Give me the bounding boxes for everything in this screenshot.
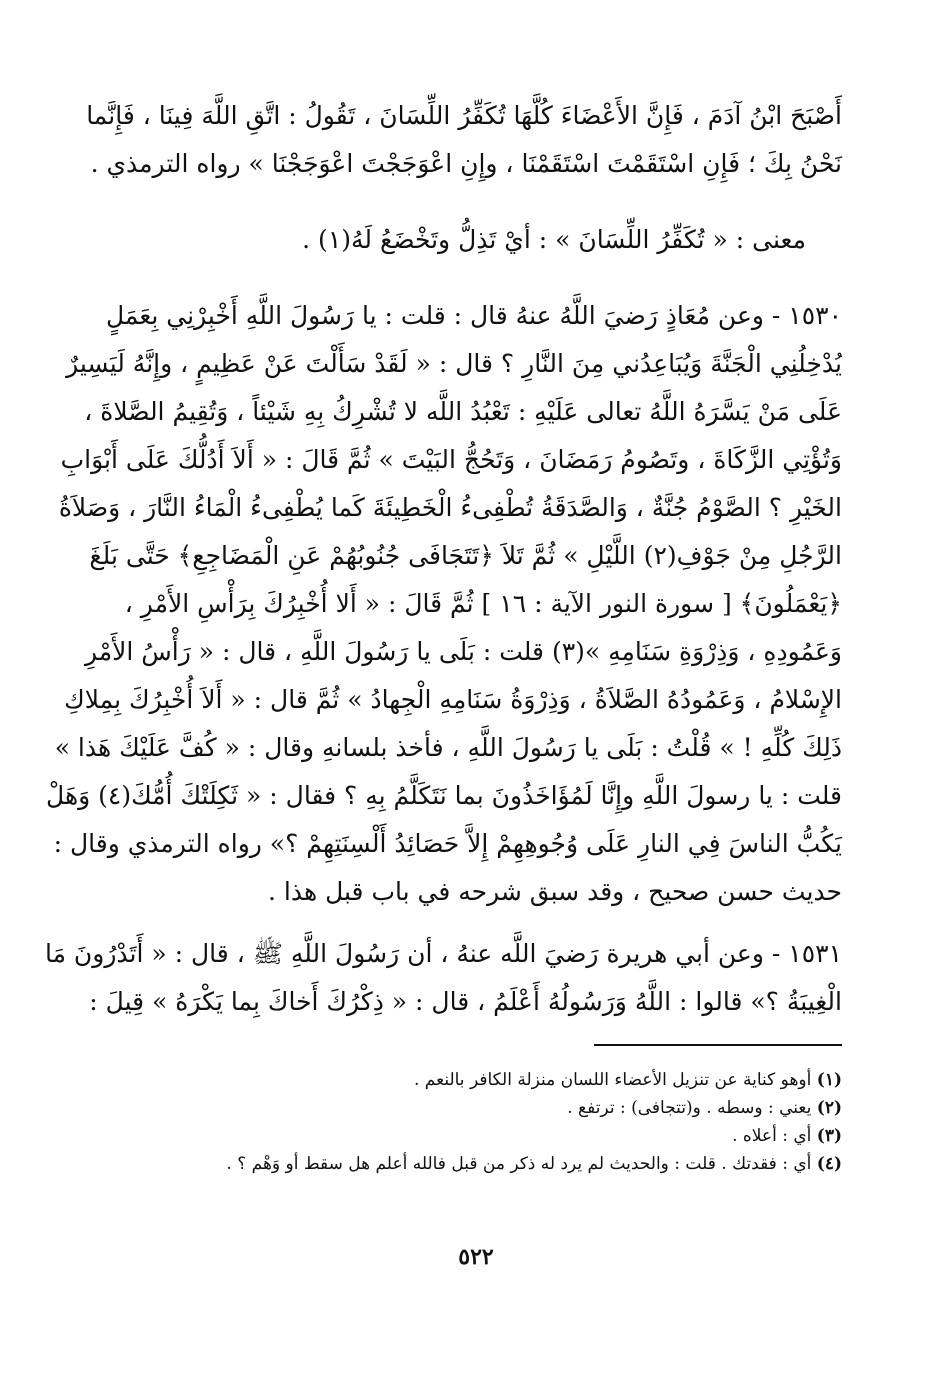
text-line: الخَيْرِ ؟ الصَّوْمُ جُنَّةٌ ، وَالصَّدَقَةُ تُطْفِىءُ الْخَطِيئَةَ كَما يُطْفِىءُ الْمَاءُ النَّارَ ، وَصَلاَةُ — [58, 493, 842, 522]
footnote-text: يعني : وسطه . و(تتجافى) : ترتفع . — [567, 1098, 812, 1118]
footnote-number: (٢) — [816, 1098, 842, 1118]
text-line: وَتُؤْتِي الزَّكَاةَ ، وتَصُومُ رَمَضَانَ ، وَتَحُجُّ البَيْتَ » ثُمَّ قَالَ : « أَلاَ أَدُلُّكَ عَلَى أَبْوَابِ — [60, 445, 842, 474]
text-line: ﴿يَعْمَلُونَ﴾ [ سورة النور الآية : ١٦ ] ثُمَّ قَالَ : « أَلا أُخْبِرُكَ بِرَأْسِ الأَمْرِ ، — [124, 589, 842, 618]
text-line: الرَّجُلِ مِنْ جَوْفِ(٢) اللَّيْلِ » ثُمَّ تَلاَ ﴿تَتَجَافَى جُنُوبُهُمْ عَنِ الْمَضَاجِعِ﴾ حَتَّى بَلَغَ — [89, 541, 842, 570]
footnote-item — [110, 1122, 842, 1150]
text-line: يُدْخِلُنِي الْجَنَّةَ وَيُبَاعِدُني مِنَ النَّارِ ؟ قال : « لَقَدْ سَأَلْتَ عَنْ عَظِيمٍ ، وإِنَّهُ لَيَسِيرٌ — [66, 349, 842, 378]
text-line: قلت : يا رسولَ اللَّهِ وإِنَّا لَمُؤَاخَذُونَ بما نَتَكَلَّمُ بِهِ ؟ فقال : « ثَكِلَتْكَ أُمُّكَ(٤) وَهَلْ — [46, 781, 842, 810]
footnote-number: (٣) — [816, 1126, 842, 1146]
text-line: الْغِيبَةُ ؟» قالوا : اللَّهُ وَرَسُولُهُ أَعْلَمُ ، قال : « ذِكْرُكَ أَخاكَ بِما يَكْرَهُ » قِيلَ : — [89, 987, 842, 1016]
text-line: ١٥٣٠ - وعن مُعَاذٍ رَضيَ اللَّهُ عنهُ قال : قلت : يا رَسُولَ اللَّهِ أَخْبِرْنِي بِعَمَلٍ — [105, 301, 842, 330]
footnote-item — [110, 1066, 842, 1094]
footnote-item — [110, 1094, 842, 1122]
text-line: نَحْنُ بِكَ ؛ فَإِنِ اسْتَقَمْتَ اسْتَقَمْنَا ، وإِنِ اعْوَجَجْتَ اعْوَجَجْنَا » رواه الترمذي . — [90, 149, 842, 178]
page-number: ٥٢٢ — [458, 1244, 494, 1270]
meaning-note — [110, 216, 842, 264]
hadith-1530 — [46, 292, 842, 916]
text-line: يَكُبُّ الناسَ فِي النارِ عَلَى وُجُوهِهِمْ إِلاَّ حَصَائِدُ أَلْسِنَتِهِمْ ؟» رواه الترمذي وقال : — [53, 829, 842, 858]
footnotes — [110, 1066, 842, 1178]
text-line: وَعَمُودِهِ ، وَذِرْوَةِ سَنَامِهِ »(٣) قلت : بَلَى يا رَسُولَ اللَّهِ ، قال : « رَأْسُ الأَمْرِ — [84, 637, 842, 666]
text-line: الإِسْلامُ ، وَعَمُودُهُ الصَّلاَةُ ، وَذِرْوَةُ سَنَامِهِ الْجِهادُ » ثُمَّ قال : « أَلاَ أُخْبِرُكَ بِمِلاكِ — [64, 685, 842, 714]
hadith-1531 — [44, 930, 842, 1026]
footnote-text: أي : فقدتك . قلت : والحديث لم يرد له ذكر من قبل فالله أعلم هل سقط أو وَهْم ؟ . — [226, 1154, 812, 1174]
text-line: عَلَى مَنْ يَسَّرَهُ اللَّهُ تعالى عَلَيْهِ : تَعْبُدُ اللَّه لا تُشْرِكُ بِهِ شَيْئاً ، وَتُقِيمُ الصَّلاةَ ، — [84, 397, 842, 426]
text-line: ١٥٣١ - وعن أبي هريرة رَضيَ اللَّه عنهُ ، أن رَسُولَ اللَّهِ ﷺ ، قال : « أَتَدْرُونَ مَا — [44, 939, 842, 968]
footnote-text: أوهو كناية عن تنزيل الأعضاء اللسان منزلة الكافر بالنعم . — [414, 1070, 812, 1090]
text-line: معنى : « تُكَفِّرُ اللِّسَانَ » : أيْ تَذِلُّ وتَخْضَعُ لَهُ(١) . — [302, 225, 806, 254]
footnote-item — [110, 1150, 842, 1178]
footnote-number: (١) — [816, 1070, 842, 1090]
text-line: ذَلِكَ كُلِّهِ ! » قُلْتُ : بَلَى يا رَسُولَ اللَّهِ ، فأخذ بلسانهِ وقال : « كُفَّ عَلَيْكَ هَذا » — [54, 733, 842, 762]
text-line: حديث حسن صحيح ، وقد سبق شرحه في باب قبل هذا . — [267, 877, 842, 906]
text-line: أَصْبَحَ ابْنُ آدَمَ ، فَإِنَّ الأَعْضَاءَ كُلَّهَا تُكَفِّرُ اللِّسَانَ ، تَقُولُ : اتَّقِ اللَّهَ فِينَا ، فَإِنَّما — [86, 101, 842, 130]
paragraph-continuation — [86, 92, 842, 188]
footnote-divider — [594, 1044, 842, 1046]
footnote-text: أي : أعلاه . — [732, 1126, 812, 1146]
footnote-number: (٤) — [816, 1154, 842, 1174]
